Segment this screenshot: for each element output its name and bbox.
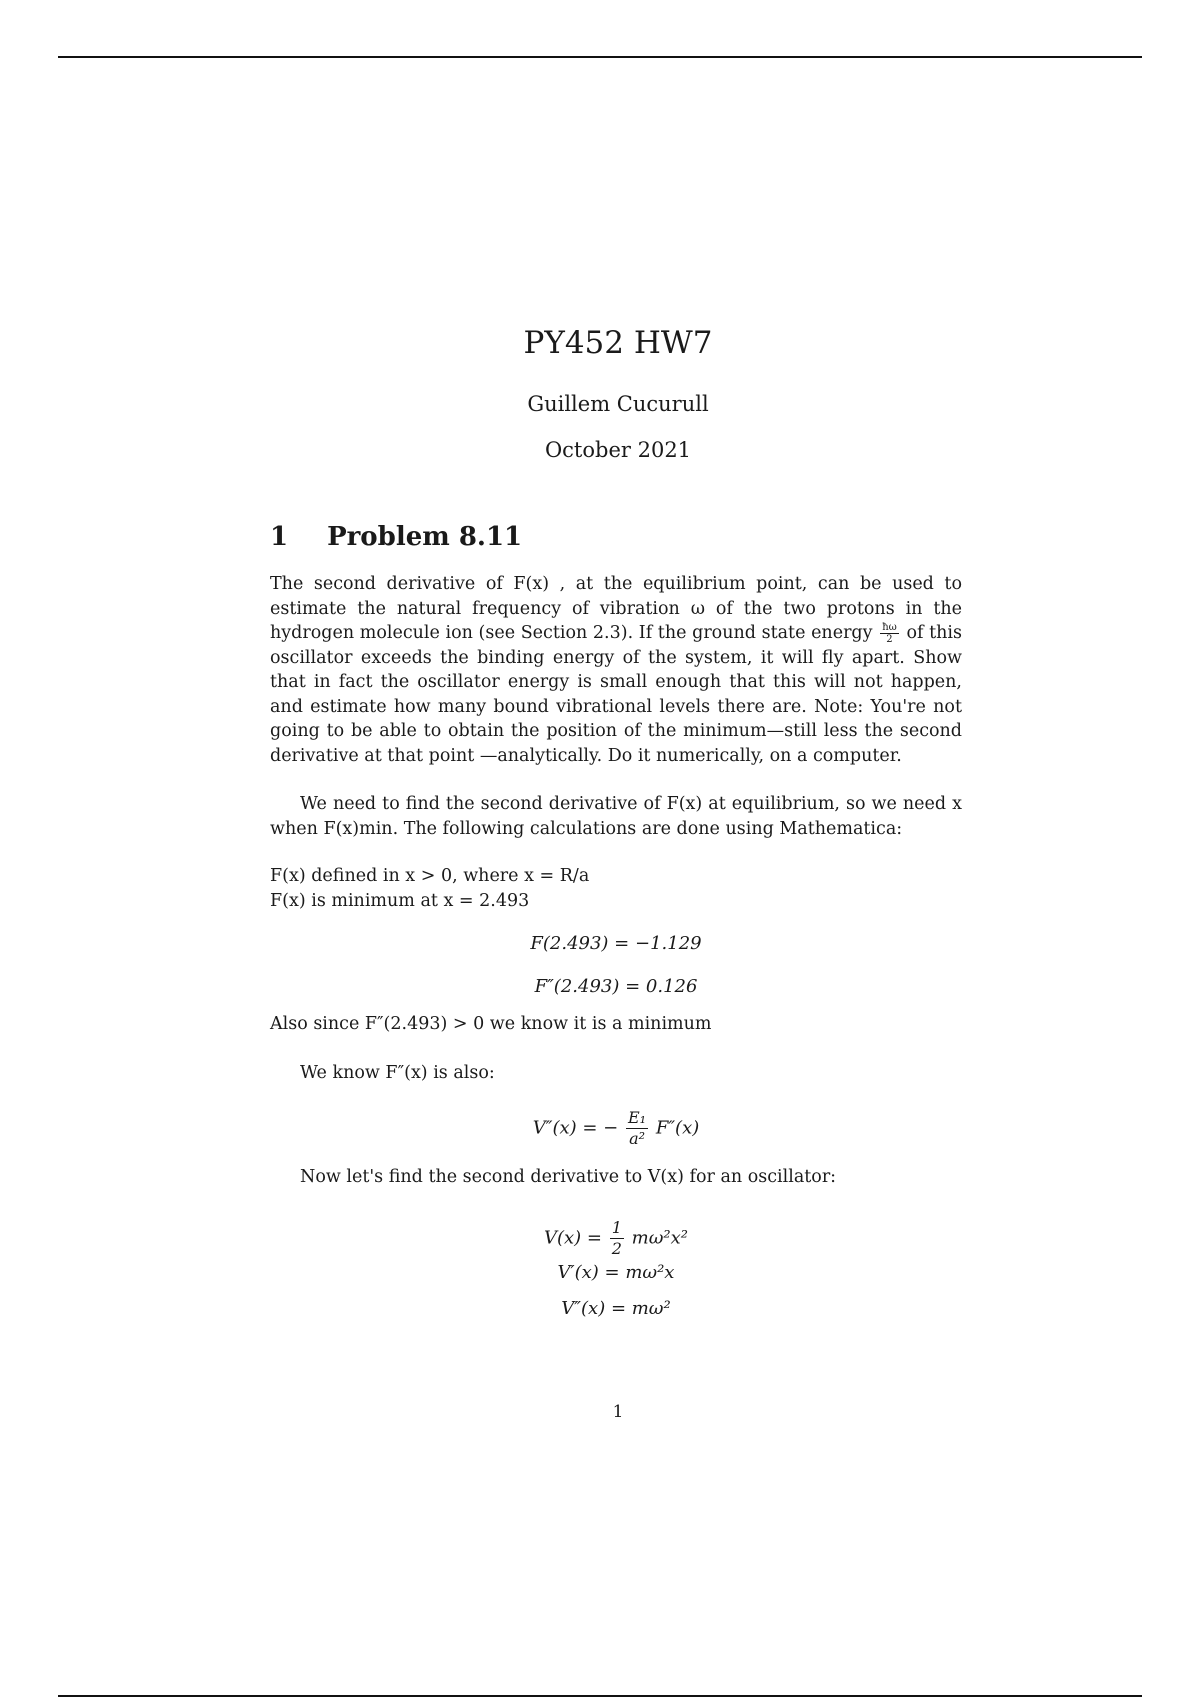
eq4-numerator: 1 bbox=[611, 1218, 622, 1237]
document-title: PY452 HW7 bbox=[523, 325, 713, 361]
page-number: 1 bbox=[612, 1402, 624, 1422]
eq3-numerator: E₁ bbox=[628, 1108, 647, 1127]
minimum-confirmation: Also since F″(2.493) > 0 we know it is a minimum bbox=[270, 1014, 712, 1034]
bottom-rule bbox=[58, 1695, 1142, 1697]
document-date: October 2021 bbox=[544, 438, 692, 462]
eq4-fraction bbox=[610, 1218, 624, 1259]
problem-text-before: The second derivative of F(x) , at the equilibrium point, can be used to estimate the natural frequency of vibration ω of the two protons in the hydrogen molecule ion (see Section 2.3). If the ground state energy bbox=[270, 574, 962, 643]
equation-first-derivative: V′(x) = mω²x bbox=[557, 1262, 675, 1283]
section-heading bbox=[270, 522, 522, 552]
eq3-fraction bbox=[626, 1108, 648, 1149]
domain-line: F(x) defined in x > 0, where x = R/a bbox=[270, 866, 590, 886]
author-name: Guillem Cucurull bbox=[527, 392, 709, 416]
eq3-denominator: a² bbox=[629, 1129, 646, 1148]
oscillator-intro: Now let's find the second derivative to V(x) for an oscillator: bbox=[300, 1167, 837, 1187]
problem-statement bbox=[270, 572, 962, 768]
eq4-denominator: 2 bbox=[611, 1239, 622, 1258]
eq4-right: mω²x² bbox=[631, 1227, 688, 1249]
ground-energy-denominator: 2 bbox=[886, 634, 893, 645]
minimum-line: F(x) is minimum at x = 2.493 bbox=[270, 890, 530, 911]
eq3-right: F″(x) bbox=[655, 1117, 700, 1139]
ground-energy-numerator: ħω bbox=[882, 622, 897, 633]
top-rule bbox=[58, 56, 1142, 58]
equation-f-value: F(2.493) = −1.129 bbox=[530, 933, 702, 954]
equation-v-second-derivative-relation bbox=[270, 1108, 962, 1149]
equation-second-derivative: V″(x) = mω² bbox=[561, 1298, 671, 1319]
equation-oscillator-potential bbox=[270, 1218, 962, 1259]
equation-f-second-derivative: F″(2.493) = 0.126 bbox=[534, 976, 698, 997]
problem-text-after: of this oscillator exceeds the binding energy of the system, it will fly apart. Show that in fact the oscillator energy is small enough that this will not happen, and estimate how many bound vibrational levels there are. Note: You're not going to be able to obtain the position of the minimum—still less the second derivative at that point —analytically. Do it numerically, on a computer. bbox=[270, 623, 962, 766]
definition-lines bbox=[270, 864, 962, 913]
relation-intro: We know F″(x) is also: bbox=[300, 1063, 495, 1083]
section-number: 1 bbox=[270, 522, 289, 552]
approach-paragraph: We need to find the second derivative of F(x) at equilibrium, so we need x when F(x)min. The following calculations are done using Mathematica: bbox=[270, 794, 962, 839]
eq4-left: V(x) = bbox=[544, 1227, 602, 1249]
eq3-left: V″(x) = − bbox=[532, 1117, 619, 1139]
ground-energy-fraction bbox=[880, 622, 899, 645]
section-title: Problem 8.11 bbox=[327, 522, 523, 552]
